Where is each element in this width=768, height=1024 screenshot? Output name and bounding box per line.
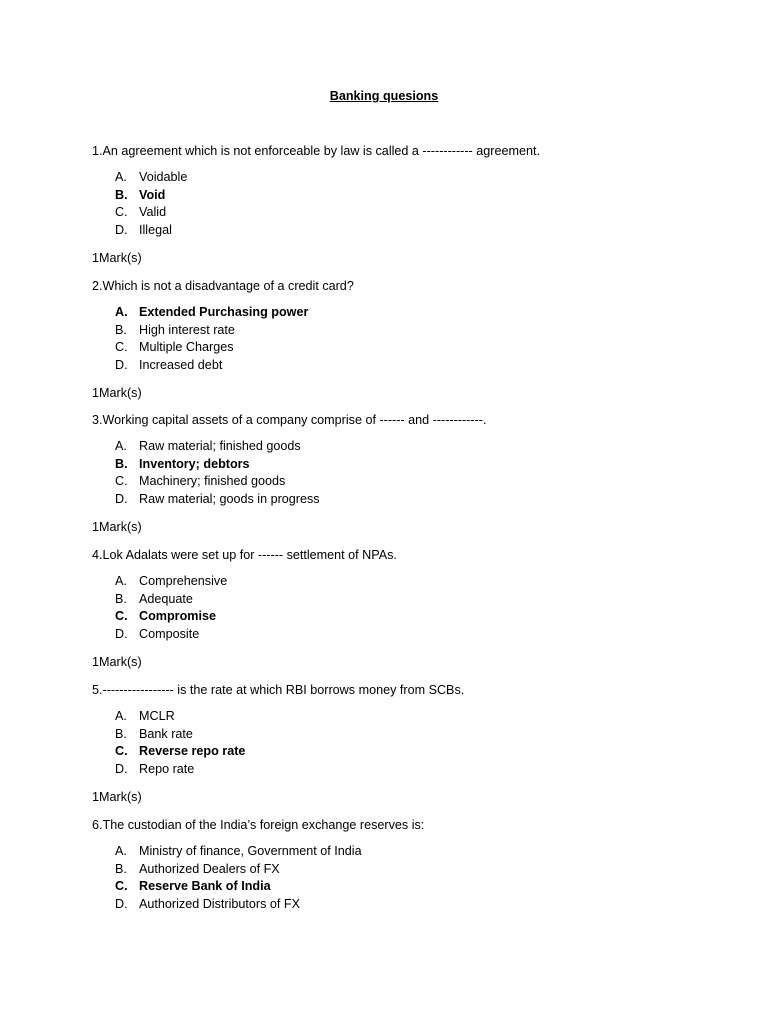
- question-5: [92, 681, 732, 806]
- marks-label: 1Mark(s): [92, 251, 142, 266]
- option-label: Compromise: [139, 609, 216, 624]
- option-a-correct: [92, 304, 732, 322]
- option-label: Extended Purchasing power: [139, 305, 309, 319]
- option-label: Composite: [139, 626, 200, 641]
- marks-label: 1Mark(s): [92, 520, 142, 535]
- question-6: [92, 816, 732, 913]
- question-text: 2.Which is not a disadvantage of a credit card?: [92, 279, 354, 293]
- question-text: 5.----------------- is the rate at which RBI borrows money from SCBs.: [92, 683, 465, 697]
- option-list: [92, 573, 732, 643]
- question-text: 3.Working capital assets of a company comprise of ------ and ------------.: [92, 413, 487, 427]
- option-letter: D.: [115, 626, 128, 641]
- option-b: [92, 861, 732, 879]
- option-label: Ministry of finance, Government of India: [139, 844, 362, 858]
- option-letter: C.: [115, 879, 128, 894]
- option-c: [92, 204, 732, 222]
- option-letter: C.: [115, 744, 128, 759]
- option-d: [92, 357, 732, 375]
- question-text: 4.Lok Adalats were set up for ------ settlement of NPAs.: [92, 548, 397, 562]
- option-letter: C.: [115, 609, 128, 624]
- option-list: [92, 169, 732, 239]
- option-d: [92, 222, 732, 240]
- option-label: Raw material; finished goods: [139, 439, 301, 453]
- option-letter: C.: [115, 474, 128, 489]
- option-label: Reserve Bank of India: [139, 879, 271, 894]
- option-c-correct: [92, 608, 732, 626]
- question-1: [92, 142, 732, 267]
- option-c-correct: [92, 878, 732, 896]
- option-list: [92, 304, 732, 374]
- option-label: Voidable: [139, 170, 188, 184]
- option-c: [92, 339, 732, 357]
- option-b: [92, 322, 732, 340]
- option-letter: A.: [115, 439, 127, 453]
- option-label: Comprehensive: [139, 574, 228, 588]
- marks-label: 1Mark(s): [92, 655, 142, 670]
- option-label: Increased debt: [139, 357, 223, 372]
- option-letter: D.: [115, 357, 128, 372]
- option-label: Authorized Dealers of FX: [139, 861, 280, 876]
- question-2: [92, 277, 732, 402]
- option-letter: D.: [115, 761, 128, 776]
- question-text: 1.An agreement which is not enforceable by law is called a ------------ agreement.: [92, 144, 540, 158]
- option-label: Multiple Charges: [139, 340, 234, 355]
- question-text: 6.The custodian of the India’s foreign exchange reserves is:: [92, 818, 425, 832]
- option-letter: C.: [115, 340, 128, 355]
- option-list: [92, 438, 732, 508]
- option-b-correct: [92, 456, 732, 474]
- option-d: [92, 761, 732, 779]
- option-label: Void: [139, 187, 166, 202]
- option-list: [92, 708, 732, 778]
- option-label: Inventory; debtors: [139, 456, 250, 471]
- option-b: [92, 591, 732, 609]
- marks-label: 1Mark(s): [92, 386, 142, 401]
- option-letter: D.: [115, 222, 128, 237]
- option-d: [92, 626, 732, 644]
- option-c: [92, 473, 732, 491]
- page-title: Banking quesions: [329, 89, 439, 103]
- option-label: Reverse repo rate: [139, 744, 246, 759]
- option-c-correct: [92, 743, 732, 761]
- option-letter: B.: [115, 591, 127, 606]
- option-letter: D.: [115, 896, 128, 911]
- option-b: [92, 726, 732, 744]
- option-label: MCLR: [139, 709, 175, 723]
- question-3: [92, 411, 732, 536]
- option-a: [92, 438, 732, 456]
- option-label: Repo rate: [139, 761, 195, 776]
- marks-label: 1Mark(s): [92, 790, 142, 805]
- option-label: High interest rate: [139, 322, 235, 337]
- option-letter: D.: [115, 491, 128, 506]
- option-label: Authorized Distributors of FX: [139, 896, 300, 911]
- option-label: Valid: [139, 205, 167, 220]
- option-letter: A.: [115, 574, 127, 588]
- option-a: [92, 573, 732, 591]
- option-letter: B.: [115, 861, 127, 876]
- option-letter: B.: [115, 726, 127, 741]
- option-a: [92, 169, 732, 187]
- option-list: [92, 843, 732, 913]
- question-4: [92, 546, 732, 671]
- option-label: Illegal: [139, 222, 172, 237]
- option-letter: C.: [115, 205, 128, 220]
- option-b-correct: [92, 187, 732, 205]
- option-a: [92, 843, 732, 861]
- option-letter: A.: [115, 844, 127, 858]
- option-d: [92, 896, 732, 914]
- option-letter: A.: [115, 170, 127, 184]
- option-letter: B.: [115, 187, 128, 202]
- option-d: [92, 491, 732, 509]
- option-letter: B.: [115, 456, 128, 471]
- option-a: [92, 708, 732, 726]
- option-label: Adequate: [139, 591, 193, 606]
- option-letter: B.: [115, 322, 127, 337]
- option-label: Bank rate: [139, 726, 193, 741]
- option-letter: A.: [115, 709, 127, 723]
- option-letter: A.: [115, 305, 128, 319]
- option-label: Raw material; goods in progress: [139, 491, 320, 506]
- option-label: Machinery; finished goods: [139, 474, 286, 489]
